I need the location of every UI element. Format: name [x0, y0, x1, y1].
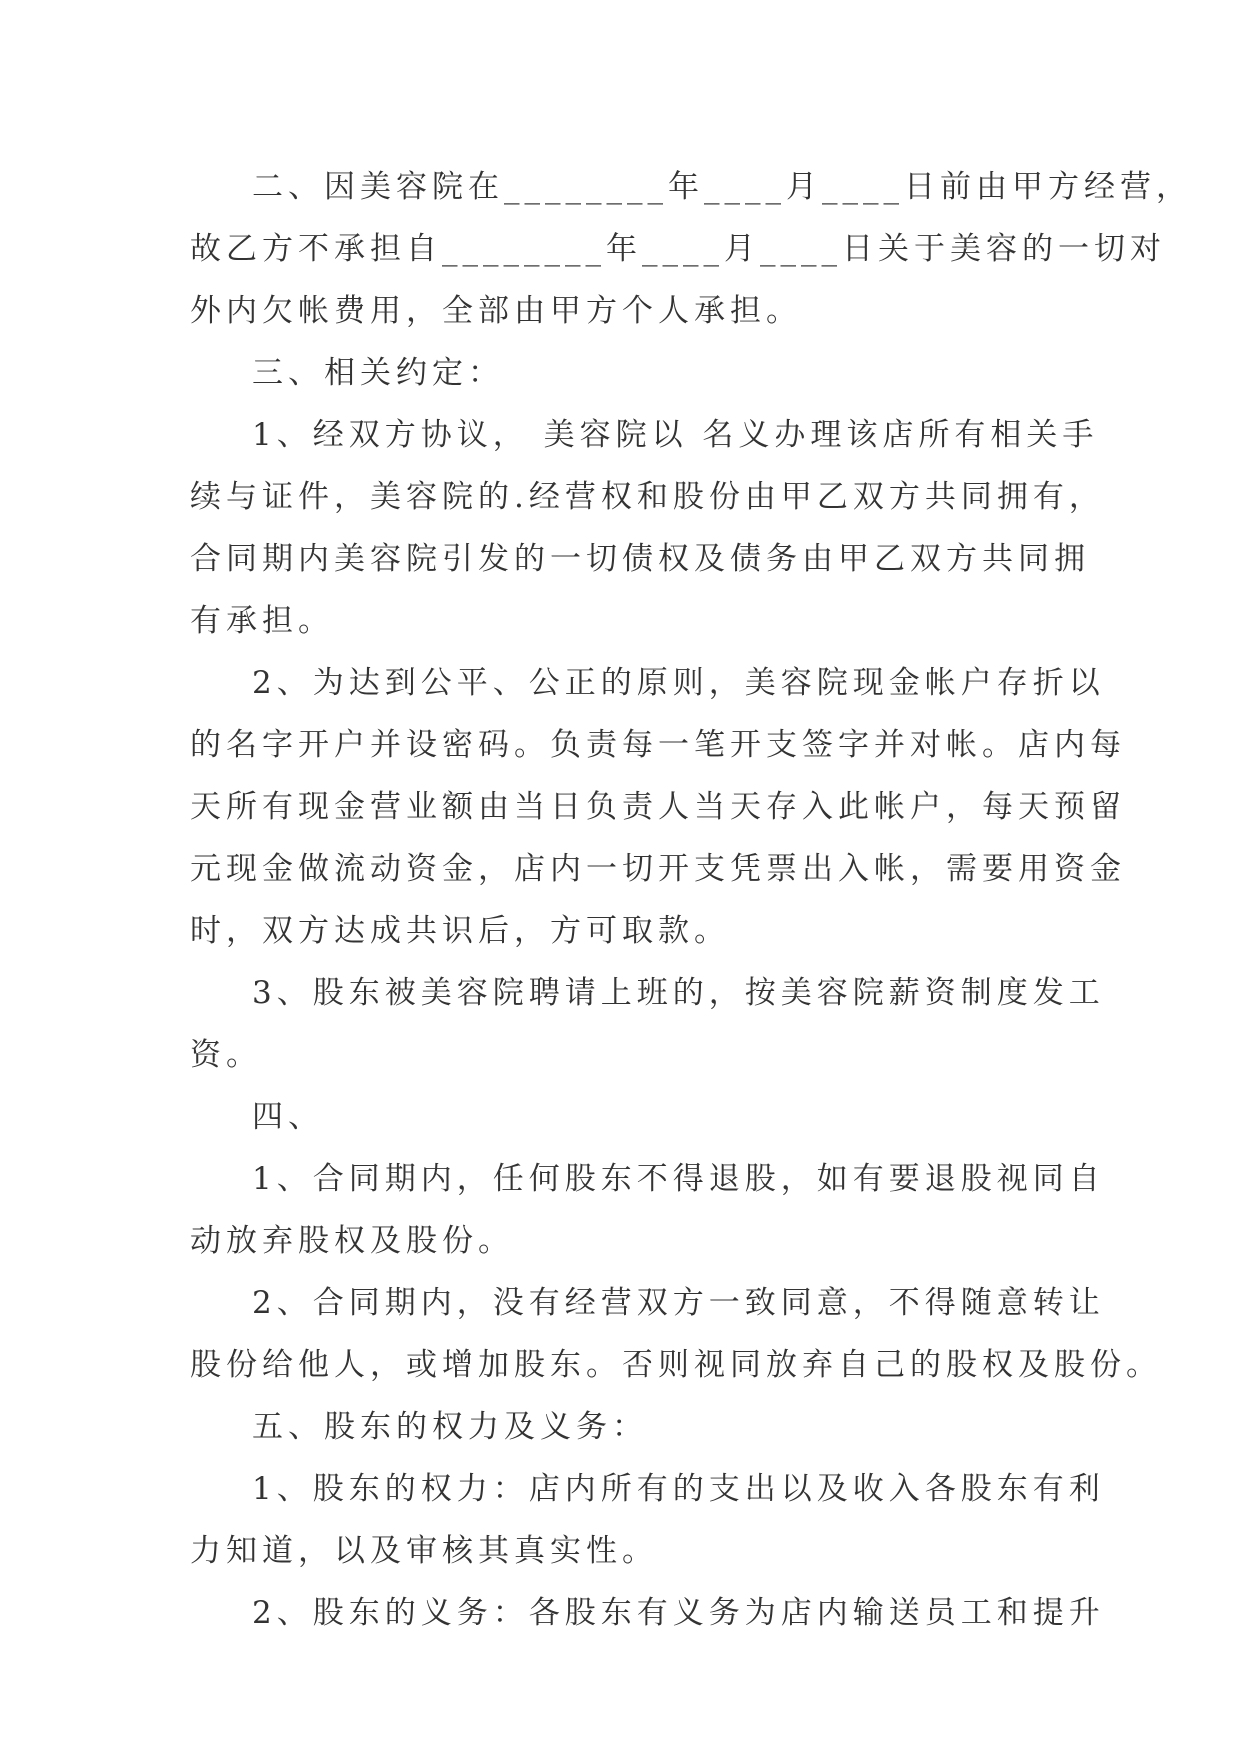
paragraph-three-1	[190, 404, 1105, 652]
paragraph-four-2	[190, 1272, 1162, 1396]
text-line: 1、股东的权力：店内所有的支出以及收入各股东有利	[252, 1471, 1105, 1507]
paragraph-three-2	[190, 652, 1126, 962]
text-line: 2、股东的义务：各股东有义务为店内输送员工和提升	[252, 1595, 1105, 1631]
text-line: 股份给他人，或增加股东。否则视同放弃自己的股权及股份。	[190, 1347, 1162, 1383]
text-line: 力知道，以及审核其真实性。	[190, 1533, 658, 1569]
text-line: 时，双方达成共识后，方可取款。	[190, 913, 730, 949]
text-line: 四、	[252, 1099, 324, 1135]
paragraph-five-2	[190, 1582, 1105, 1644]
text-line: 二、因美容院在________年____月____日前由甲方经营，	[252, 169, 1192, 205]
text-line: 的名字开户并设密码。负责每一笔开支签字并对帐。店内每	[190, 727, 1126, 763]
text-line: 外内欠帐费用，全部由甲方个人承担。	[190, 293, 802, 329]
section-five-heading	[190, 1396, 1070, 1458]
paragraph-five-1	[190, 1458, 1105, 1582]
paragraph-three-3	[190, 962, 1105, 1086]
text-line: 元现金做流动资金，店内一切开支凭票出入帐，需要用资金	[190, 851, 1126, 887]
text-line: 三、相关约定：	[252, 355, 504, 391]
text-line: 3、股东被美容院聘请上班的，按美容院薪资制度发工	[252, 975, 1105, 1011]
text-line: 五、股东的权力及义务：	[252, 1409, 648, 1445]
text-line: 故乙方不承担自________年____月____日关于美容的一切对	[190, 231, 1166, 267]
text-line: 有承担。	[190, 603, 334, 639]
text-line: 动放弃股权及股份。	[190, 1223, 514, 1259]
text-line: 资。	[190, 1037, 262, 1073]
text-line: 1、合同期内，任何股东不得退股，如有要退股视同自	[252, 1161, 1105, 1197]
document-page	[190, 156, 1192, 1644]
paragraph-four-1	[190, 1148, 1105, 1272]
text-line: 2、合同期内，没有经营双方一致同意，不得随意转让	[252, 1285, 1105, 1321]
section-four-heading	[190, 1086, 1070, 1148]
text-line: 合同期内美容院引发的一切债权及债务由甲乙双方共同拥	[190, 541, 1090, 577]
paragraph-two	[190, 156, 1192, 342]
text-line: 1、经双方协议， 美容院以 名义办理该店所有相关手	[252, 417, 1099, 453]
text-line: 2、为达到公平、公正的原则，美容院现金帐户存折以	[252, 665, 1105, 701]
text-line: 续与证件，美容院的.经营权和股份由甲乙双方共同拥有，	[190, 479, 1105, 515]
text-line: 天所有现金营业额由当日负责人当天存入此帐户，每天预留	[190, 789, 1126, 825]
section-three-heading	[190, 342, 1070, 404]
